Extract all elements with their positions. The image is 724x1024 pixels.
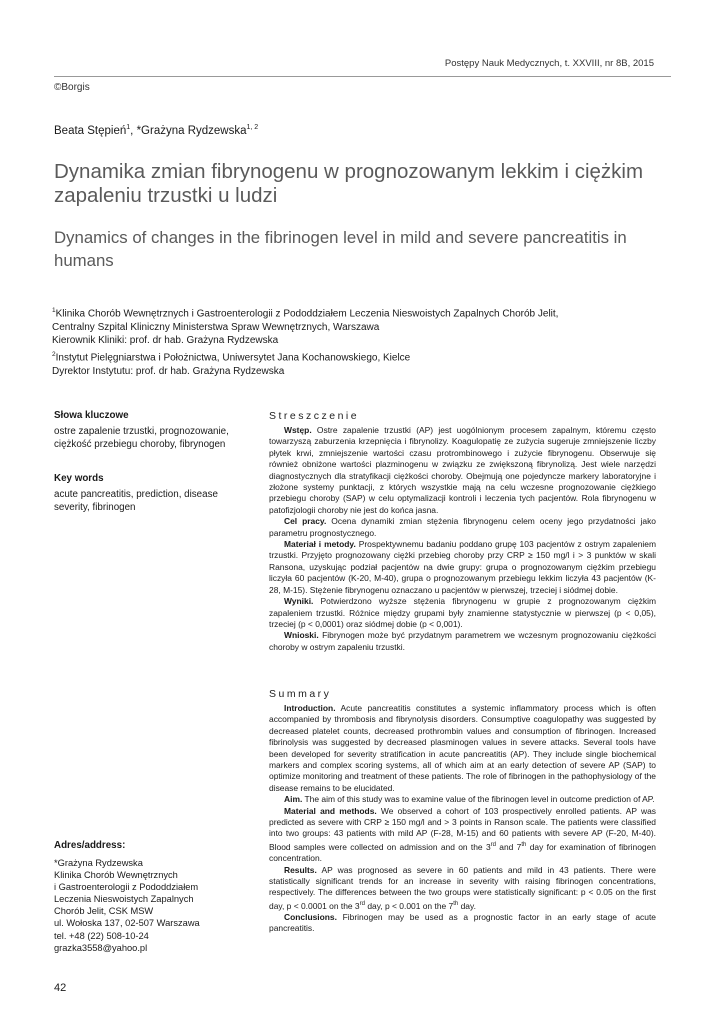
keywords-english-heading: Key words	[54, 473, 104, 484]
address-line: Leczenia Nieswoistych Zapalnych	[54, 894, 194, 905]
address-heading: Adres/address:	[54, 840, 126, 851]
author-name: *Grażyna Rydzewska	[136, 124, 247, 137]
keywords-english	[54, 473, 254, 514]
abstract-paragraph: Introduction. Acute pancreatitis constitutes a systemic inflammatory process which is often accompanied by thrombosis and fibrynolysis disorders. Consumptive coagulopathy was suggested by decreased platelet counts, decreased prothrombin values and consumption of fibrinogen. Increased fibrinolysis was suggested by decreased plasminogen values in severe attacks. Several tools have been developed for severity stratification in acute pancreatitis (AP). They include single biochemical markers and complex scoring systems, all of which aim at an early detection of severe AP (SAP) to optimize monitoring and treatment of these patients. The role of fibrinogen in the pathophysiology of the disease remains to be elucidated.	[269, 703, 656, 793]
journal-citation: Postępy Nauk Medycznych, t. XXVIII, nr 8B, 2015	[444, 58, 654, 69]
abstract-paragraph: Wstęp. Ostre zapalenie trzustki (AP) jest uogólnionym procesem zapalnym, któremu często towarzyszą zaburzenia krzepnięcia i fibrynolizy. Koagulopatię ze zużycia sugeruje zmniejszenie liczby płytek krwi, zmniejszenie wartości czasu protrombinowego i zużycie fibrynogenu. Obserwuje się również obniżone wartości plazminogenu w związku ze zwiększoną fibrynolizą. Jest wiele narzędzi diagnostycznych dla stratyfikacji ciężkości choroby. Obejmują one pojedyncze markery laboratoryjne i złożone systemy punktacji, z których wszystkie mają na celu wczesne prognozowanie ciężkiego przebiegu choroby (SAP) w celu optymalizacji kontroli i leczenia tych pacjentów. Rola fibrynogenu w patofizjologii choroby nie jest do końca jasna.	[269, 425, 656, 515]
title-english: Dynamics of changes in the fibrinogen level in mild and severe pancreatitis in humans	[54, 228, 627, 270]
abstract-paragraph: Cel pracy. Ocena dynamiki zmian stężenia fibrynogenu celem oceny jego przydatności jako parametru prognostycznego.	[269, 516, 656, 538]
title-polish: Dynamika zmian fibrynogenu w prognozowanym lekkim i ciężkim zapaleniu trzustki u ludzi	[54, 160, 644, 207]
address-line: Chorób Jelit, CSK MSW	[54, 906, 154, 917]
address-line: Klinika Chorób Wewnętrznych	[54, 870, 178, 881]
address-line: ul. Wołoska 137, 02-507 Warszawa	[54, 918, 200, 929]
header-divider	[54, 76, 671, 77]
affiliation-line: Centralny Szpital Kliniczny Ministerstwa Spraw Wewnętrznych, Warszawa	[52, 321, 380, 333]
affiliation-line: Dyrektor Instytutu: prof. dr hab. Grażyna Rydzewska	[52, 365, 285, 377]
keywords-polish-heading: Słowa kluczowe	[54, 410, 129, 421]
address-line: *Grażyna Rydzewska	[54, 858, 143, 868]
abstract-paragraph: Aim. The aim of this study was to examine value of the fibrinogen level in outcome prediction of AP.	[284, 794, 655, 805]
keyword-line: acute pancreatitis, prediction, disease	[54, 489, 218, 500]
author-affiliation-mark: 1, 2	[246, 124, 259, 131]
keyword-line: ciężkość przebiegu choroby, fibrynogen	[54, 438, 226, 450]
address-line: tel. +48 (22) 508-10-24	[54, 930, 149, 941]
streszczenie-heading: Streszczenie	[269, 410, 360, 422]
abstract-paragraph: Results. AP was prognosed as severe in 60 patients and mild in 43 patients. There were statistically significant trends for an increase in severity with raising fibrinogen concentrations, respectively. The differences between the two groups were statistically significant: p < 0.05 on the first day, p < 0.0001 on the 3rd day, p < 0.001 on the 7th day.	[269, 864, 656, 911]
affiliations	[52, 304, 672, 378]
email-address: grazka3558@yahoo.pl	[54, 942, 148, 953]
affiliation-line: $^2$Instytut Pielęgniarstwa i Położnictwa, Uniwersytet Jana Kochanowskiego, Kielce	[52, 350, 411, 364]
author-separator: ,	[130, 124, 137, 137]
abstract-paragraph: Wyniki. Potwierdzono wyższe stężenia fibrynogenu w grupie z prognozowanym ciężkim zapaleniem trzustki. Różnice między grupami były znamienne statystycznie w pierwszej (p < 0,05), trzeciej (p < 0,0001) oraz siódmej dobie (p < 0,001).	[269, 596, 656, 629]
page-number: 42	[54, 982, 67, 994]
affiliation-line: $^1$Klinika Chorób Wewnętrznych i Gastroenterologii z Pododdziałem Leczenia Nieswoistych Zapalnych Chorób Jelit,	[52, 307, 559, 320]
address-line: i Gastroenterologii z Pododdziałem	[54, 882, 199, 893]
correspondence-address	[54, 840, 254, 954]
keywords-polish	[54, 410, 254, 451]
summary-body	[269, 703, 656, 935]
author-line	[54, 124, 258, 137]
summary-heading: Summary	[269, 688, 332, 700]
affiliation-line: Kierownik Kliniki: prof. dr hab. Grażyna Rydzewska	[52, 335, 279, 347]
abstract-paragraph: Material and methods. We observed a cohort of 103 prospectively enrolled patients. AP was predicted as severe with CRP ≥ 150 mg/l and > 3 points in Ranson scale. The patients were classified into two groups: 43 patients with mild AP (F-28, M-15) and 60 patients with severe AP (F-20, M-40). Blood samples were collected on admission and on the 3rd and 7th day for examination of fibrinogen concentration.	[269, 805, 656, 864]
author-affiliation-mark: 1	[126, 124, 131, 131]
keyword-line: severity, fibrinogen	[54, 501, 136, 513]
author-name: Beata Stępień	[54, 124, 127, 137]
copyright-notice: ©Borgis	[54, 82, 90, 93]
abstract-paragraph: Conclusions. Fibrinogen may be used as a prognostic factor in an early stage of acute pancreatitis.	[269, 911, 656, 934]
abstract-paragraph: Materiał i metody. Prospektywnemu badaniu poddano grupę 103 pacjentów z ostrym zapaleniem trzustki. Przyjęto prognozowany ciężki przebieg choroby przy CRP ≥ 150 mg/l i > 3 punktów w skali Ransona, uzyskując podział pacjentów na dwie grupy: grupa o prognozowanym ciężkim przebiegu liczyła 60 pacjentów (K-20, M-40), grupa o prognozowanym przebiegu lekkim liczyła 43 pacjentów (K-28, M-15). Stężenie fibrynogenu oznaczano u pacjentów w pierwszej, trzeciej i siódmej dobie.	[269, 539, 656, 595]
abstract-paragraph: Wnioski. Fibrynogen może być przydatnym parametrem we wczesnym prognozowaniu ciężkości choroby w ostrym zapaleniu trzustki.	[269, 630, 656, 652]
streszczenie-body	[269, 425, 656, 653]
keyword-line: ostre zapalenie trzustki, prognozowanie,	[54, 426, 229, 437]
